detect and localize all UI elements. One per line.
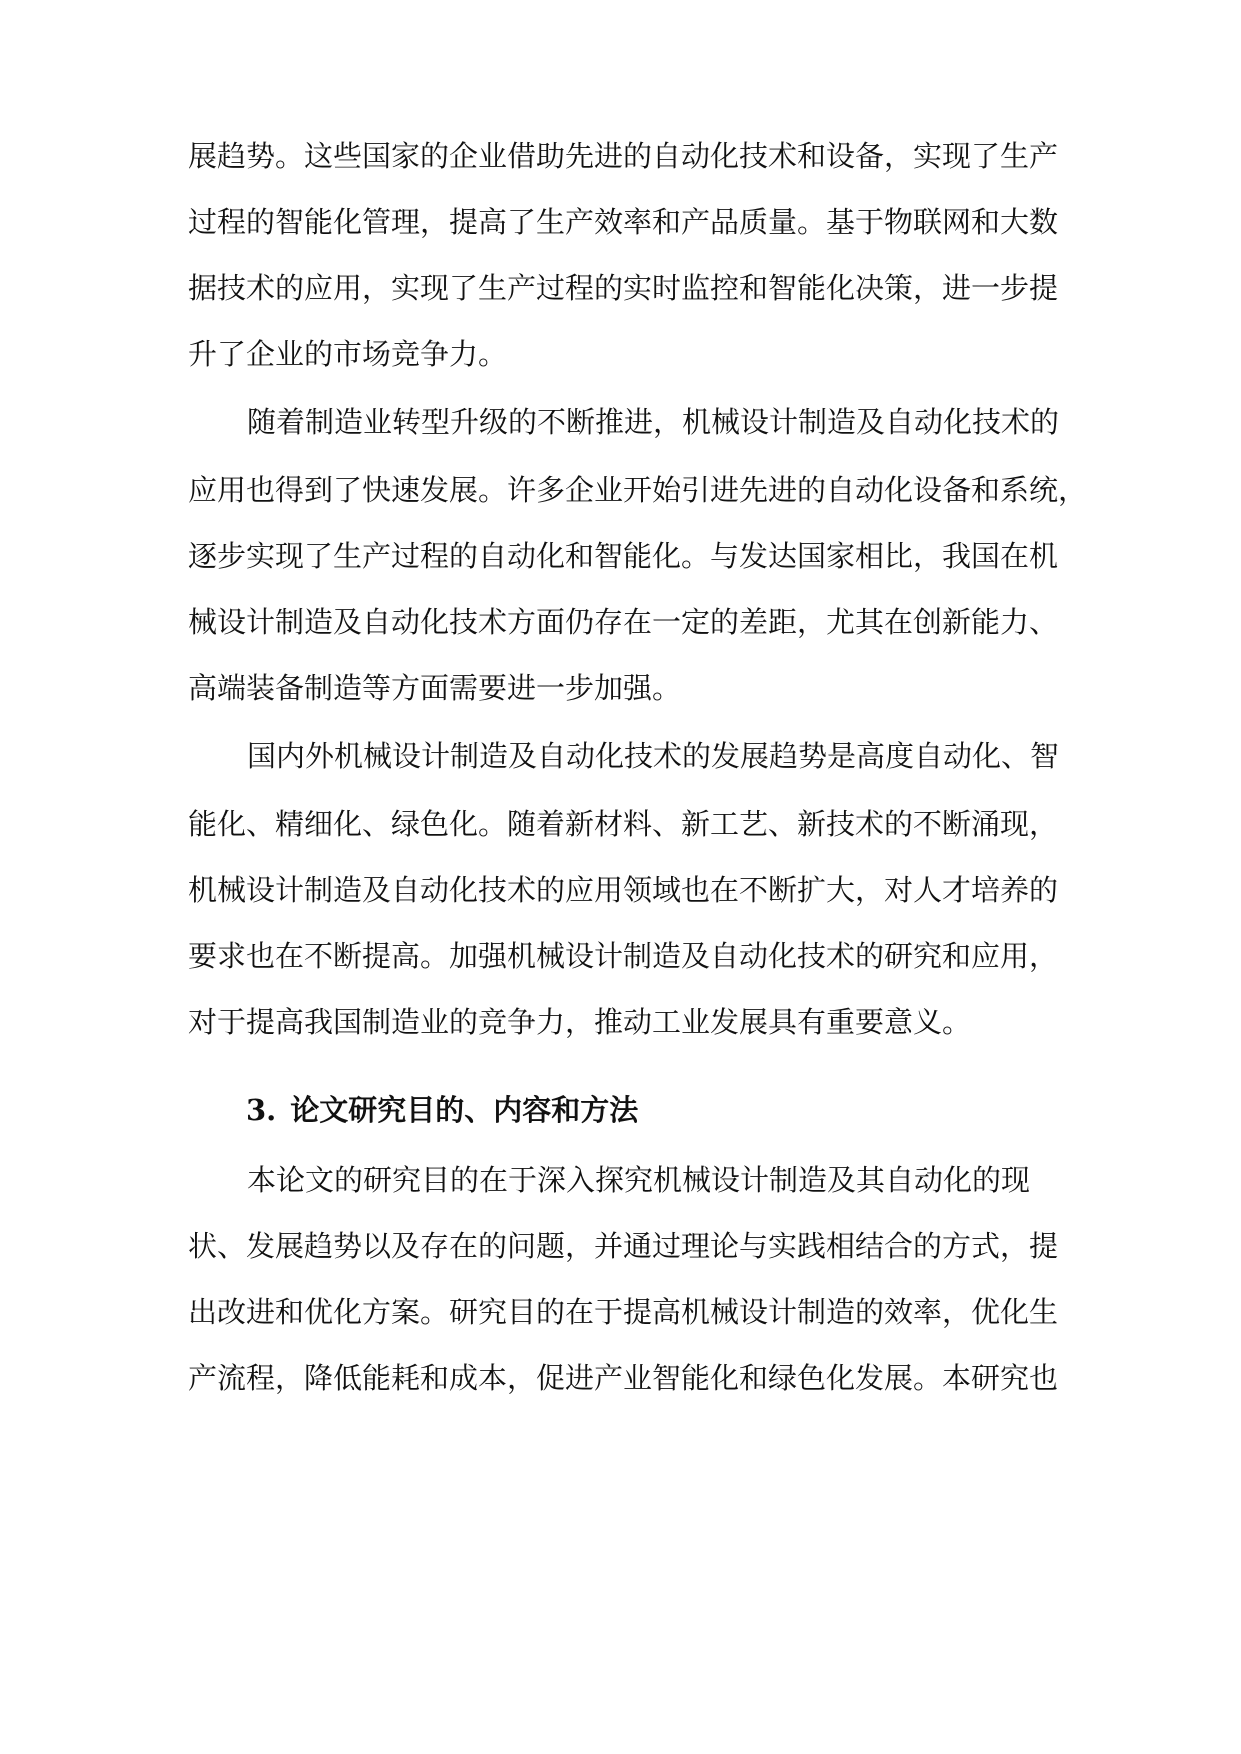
paragraph-3-line-1: 国内外机械设计制造及自动化技术的发展趋势是高度自动化、智 [247,739,1060,773]
paragraph-4-line-3: 出改进和优化方案。研究目的在于提高机械设计制造的效率，优化生 [188,1295,1059,1329]
paragraph-1-line-1: 展趋势。这些国家的企业借助先进的自动化技术和设备，实现了生产 [188,139,1059,173]
paragraph-1-line-4: 升了企业的市场竞争力。 [188,337,508,371]
paragraph-1-line-3: 据技术的应用，实现了生产过程的实时监控和智能化决策，进一步提 [188,271,1059,305]
section-heading [246,1090,638,1130]
section-heading-number: 3. [246,1093,277,1127]
paragraph-2-line-5: 高端装备制造等方面需要进一步加强。 [188,671,682,705]
paragraph-4-line-4: 产流程，降低能耗和成本，促进产业智能化和绿色化发展。本研究也 [188,1361,1059,1395]
paragraph-4-line-1: 本论文的研究目的在于深入探究机械设计制造及其自动化的现 [247,1163,1031,1197]
paragraph-2-line-1: 随着制造业转型升级的不断推进，机械设计制造及自动化技术的 [247,405,1060,439]
paragraph-3-line-5: 对于提高我国制造业的竞争力，推动工业发展具有重要意义。 [188,1005,972,1039]
section-heading-title: 论文研究目的、内容和方法 [290,1093,639,1127]
paragraph-2-line-4: 械设计制造及自动化技术方面仍存在一定的差距，尤其在创新能力、 [188,605,1059,639]
paragraph-3-line-2: 能化、精细化、绿色化。随着新材料、新工艺、新技术的不断涌现， [188,807,1059,841]
paragraph-3-line-4: 要求也在不断提高。加强机械设计制造及自动化技术的研究和应用， [188,939,1059,973]
paragraph-3-line-3: 机械设计制造及自动化技术的应用领域也在不断扩大，对人才培养的 [188,873,1059,907]
paragraph-1-line-2: 过程的智能化管理，提高了生产效率和产品质量。基于物联网和大数 [188,205,1059,239]
paragraph-2-line-2: 应用也得到了快速发展。许多企业开始引进先进的自动化设备和系统， [188,473,1088,507]
paragraph-2-line-3: 逐步实现了生产过程的自动化和智能化。与发达国家相比，我国在机 [188,539,1059,573]
paragraph-4-line-2: 状、发展趋势以及存在的问题，并通过理论与实践相结合的方式，提 [188,1229,1059,1263]
